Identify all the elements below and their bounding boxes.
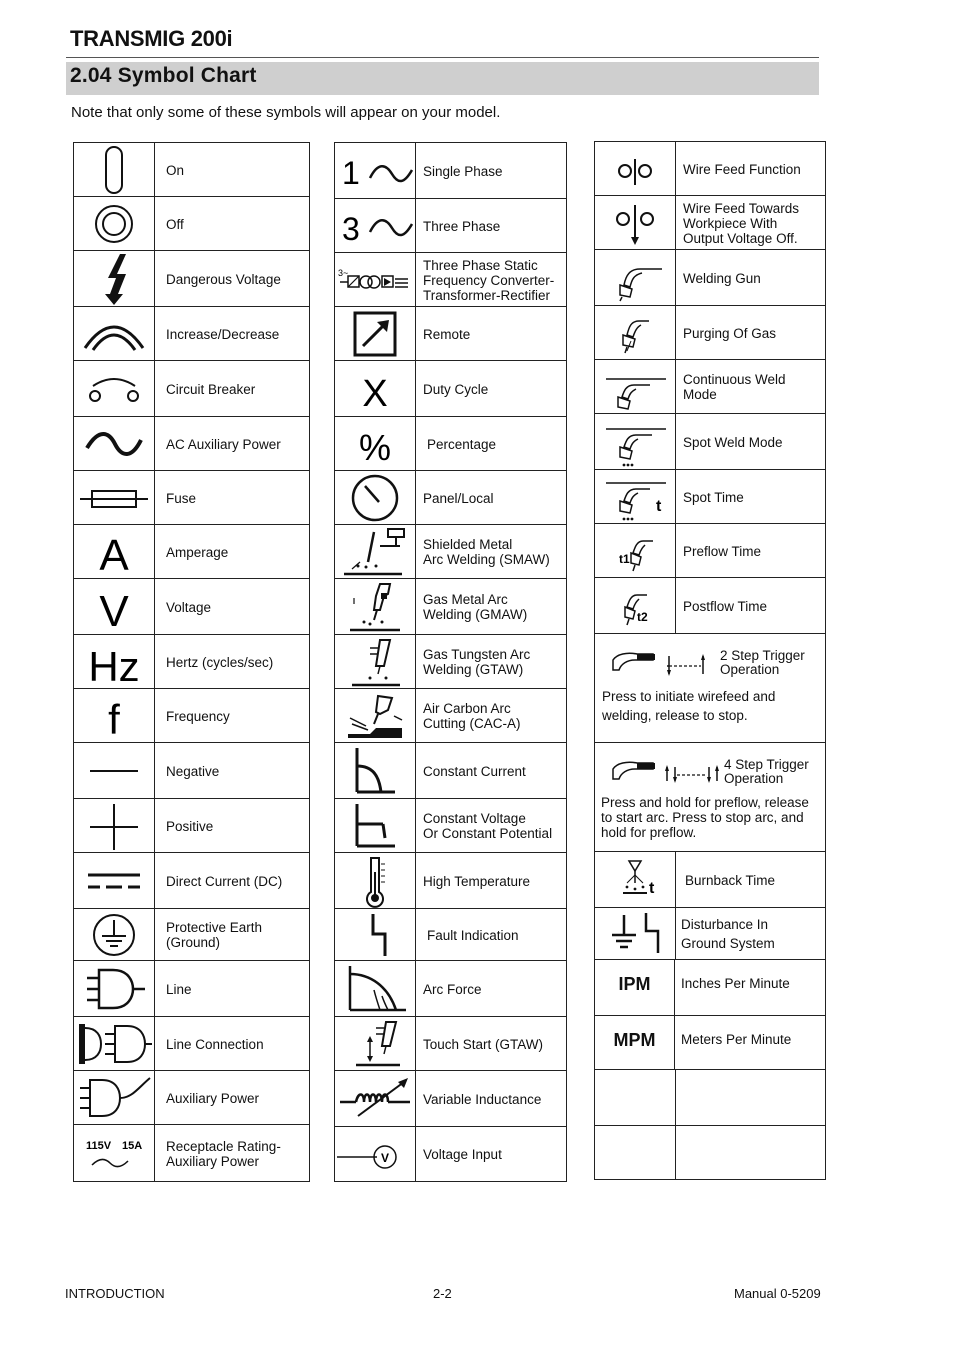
symbol-label: Remote [423,326,471,342]
symbol-row [74,960,309,1017]
symbol-label: Spot Time [683,489,744,505]
symbol-label: Duty Cycle [423,381,489,397]
fuse-icon [74,471,155,525]
symbol-label: Frequency [166,708,230,724]
single-phase-icon [335,143,416,199]
symbol-label: Variable Inductance [423,1091,542,1107]
svg-text:115V: 115V [86,1139,112,1152]
percentage-icon [335,417,416,471]
trigger-description: Press to initiate wirefeed and welding, release to stop. [602,689,776,723]
symbol-row [335,198,566,253]
receptacle-rating-icon [74,1125,155,1182]
symbol-label: Preflow Time [683,543,762,559]
symbol-row [74,634,309,689]
symbol-label: Fuse [166,490,197,506]
dangerous-voltage-icon [74,251,155,307]
fault-indication-icon [335,909,416,961]
svg-text:1: 1 [342,155,360,191]
disturbance-ground-icon [595,908,676,960]
symbol-label: Gas Metal Arc Welding (GMAW) [423,592,528,622]
symbol-label: AC Auxiliary Power [166,436,281,452]
symbol-label: Air Carbon Arc Cutting (CAC-A) [423,701,521,731]
symbol-label: Continuous Weld Mode [683,372,786,402]
brand-title: TRANSMIG 200i [70,26,233,51]
svg-text:3: 3 [342,211,360,247]
svg-text:%: % [358,427,392,468]
symbol-row [595,413,825,470]
negative-icon [74,743,155,799]
svg-text:Hz: Hz [88,643,140,688]
symbol-label: Hertz (cycles/sec) [166,654,274,670]
symbol-row [595,633,825,743]
symbol-label: Circuit Breaker [166,381,256,397]
symbol-label: Negative [166,763,220,779]
symbol-label: Line [166,981,192,997]
symbol-row [74,360,309,417]
off-icon [74,197,155,251]
symbol-label: Purging Of Gas [683,325,777,341]
empty-row [595,1069,825,1126]
spot-weld-icon [595,414,676,470]
symbol-label: Postflow Time [683,598,768,614]
symbol-label: Line Connection [166,1036,264,1052]
duty-cycle-icon [335,361,416,417]
empty-symbol-cell [595,1126,676,1180]
symbol-label: Inches Per Minute [681,976,790,991]
symbol-row [335,142,566,199]
voltage-icon [74,579,155,635]
gmaw-icon [335,579,416,635]
direct-current-icon [74,853,155,909]
purging-gas-icon [595,306,676,360]
symbol-row [335,798,566,853]
smaw-icon [335,525,416,579]
symbol-row [335,1016,566,1071]
svg-text:3~: 3~ [338,268,349,278]
symbol-label: Arc Force [423,981,482,997]
increase-decrease-icon [74,307,155,361]
symbol-row [74,742,309,799]
symbol-row [74,416,309,471]
three-phase-icon [335,199,416,253]
symbol-row [74,306,309,361]
symbol-row [335,1070,566,1127]
symbol-row [74,142,309,197]
svg-text:t: t [656,498,662,515]
symbol-label: Percentage [427,436,497,452]
symbol-label: Auxiliary Power [166,1090,260,1106]
symbol-row [595,907,825,960]
svg-text:15A: 15A [122,1139,143,1152]
symbol-row [74,1070,309,1125]
symbol-row [595,742,825,852]
symbol-row [335,852,566,909]
symbol-label: Dangerous Voltage [166,271,281,287]
symbol-label: Meters Per Minute [681,1032,792,1047]
hertz-icon [74,635,155,689]
continuous-weld-icon [595,360,676,414]
two-step-trigger-cell [595,634,825,743]
ac-auxiliary-power-icon [74,417,155,471]
symbol-label: Welding Gun [683,270,761,286]
symbol-row [335,1126,566,1182]
symbol-row [595,359,825,414]
symbol-label: Three Phase [423,218,501,234]
symbol-label: Burnback Time [685,872,776,888]
symbol-row [595,195,825,250]
symbol-label: Increase/Decrease [166,326,280,342]
svg-text:t1: t1 [619,552,630,566]
symbol-row [335,578,566,635]
symbol-row [74,196,309,251]
svg-text:A: A [99,531,129,578]
symbol-row [595,141,825,196]
svg-text:V: V [99,587,129,634]
touch-start-icon [335,1017,416,1071]
remote-icon [335,307,416,361]
symbol-label: Fault Indication [427,927,519,943]
symbol-row [595,523,825,578]
footer-section: INTRODUCTION [65,1286,165,1301]
symbol-row [335,306,566,361]
symbol-label: Three Phase Static Frequency Converter- Transformer-Rectifier [423,257,555,303]
arc-force-icon [335,961,416,1017]
mpm-icon: MPM [595,1016,675,1070]
symbol-label: Disturbance In Ground System [681,917,775,951]
symbol-label: Off [166,216,184,232]
symbol-row [595,249,825,306]
svg-text:f: f [108,696,120,742]
wire-feed-cold-icon [595,196,676,250]
brand-rule [66,57,819,58]
variable-inductance-icon [335,1071,416,1127]
symbol-label: Voltage [166,599,212,615]
intro-note: Note that only some of these symbols will appear on your model. [71,104,501,121]
symbol-label: High Temperature [423,873,531,889]
symbol-row [335,688,566,743]
empty-symbol-cell [595,1070,676,1126]
gtaw-icon [335,635,416,689]
symbol-column-1 [73,142,310,1182]
amperage-icon [74,525,155,579]
ipm-icon: IPM [595,960,675,1016]
symbol-label: Receptacle Rating- Auxiliary Power [166,1138,281,1169]
symbol-row [595,959,825,1016]
svg-text:V: V [380,1150,390,1165]
symbol-row [74,470,309,525]
symbol-row [335,960,566,1017]
protective-earth-icon [74,909,155,961]
constant-voltage-icon [335,799,416,853]
symbol-row [595,851,825,908]
symbol-label: Panel/Local [423,490,494,506]
section-heading [66,62,819,95]
line-connection-icon [74,1017,155,1071]
symbol-row [595,1015,825,1070]
frequency-icon [74,689,155,743]
symbol-row [335,360,566,417]
symbol-label: Gas Tungsten Arc Welding (GTAW) [423,647,531,677]
symbol-label: Amperage [166,544,229,560]
svg-text:t: t [649,880,655,897]
two-step-trigger-icon [605,646,715,678]
symbol-label: On [166,162,185,178]
svg-text:X: X [362,373,388,415]
symbol-label: Touch Start (GTAW) [423,1036,544,1052]
voltage-input-icon [335,1127,416,1182]
symbol-label: Wire Feed Function [683,161,801,177]
symbol-label: Wire Feed Towards Workpiece With Output Voltage Off. [683,200,800,246]
cac-a-icon [335,689,416,743]
symbol-label: Positive [166,818,214,834]
symbol-row [335,742,566,799]
symbol-label: Direct Current (DC) [166,873,283,889]
auxiliary-power-icon [74,1071,155,1125]
symbol-label: Shielded Metal Arc Welding (SMAW) [423,537,550,567]
empty-row [595,1125,825,1180]
symbol-label: Constant Current [423,763,526,779]
symbol-row [595,305,825,360]
symbol-row [74,250,309,307]
footer-manual-number: Manual 0-5209 [734,1286,821,1301]
symbol-column-2 [334,142,567,1182]
symbol-row [74,1124,309,1182]
thermometer-icon [335,853,416,909]
on-icon [74,143,155,197]
wire-feed-icon [595,142,676,196]
four-step-trigger-cell [595,743,825,852]
symbol-label: 4 Step Trigger Operation [724,757,809,786]
welding-gun-icon [595,250,676,306]
symbol-row [335,524,566,579]
symbol-column-3 [594,141,826,1180]
symbol-row [335,252,566,307]
footer-page-number: 2-2 [433,1286,452,1301]
symbol-row [74,852,309,909]
circuit-breaker-icon [74,361,155,417]
symbol-row [335,908,566,961]
symbol-label: Single Phase [423,163,503,179]
burnback-time-icon [595,852,676,908]
section-title: 2.04 Symbol Chart [70,64,257,87]
symbol-label: Spot Weld Mode [683,434,783,450]
symbol-label: Voltage Input [423,1147,502,1162]
symbol-row [74,688,309,743]
line-plug-icon [74,961,155,1017]
converter-icon [335,253,416,307]
symbol-row [74,908,309,961]
symbol-row [74,578,309,635]
svg-text:t2: t2 [637,610,648,624]
symbol-row [335,470,566,525]
panel-local-icon [335,471,416,525]
symbol-row [335,416,566,471]
four-step-trigger-icon [605,755,725,787]
symbol-row [74,524,309,579]
spot-time-icon [595,470,676,524]
symbol-row [74,798,309,853]
symbol-label: 2 Step Trigger Operation [720,648,805,677]
symbol-row [595,577,825,634]
symbol-row [335,634,566,689]
symbol-label: Constant Voltage Or Constant Potential [423,811,553,841]
symbol-label: Protective Earth (Ground) [166,920,263,950]
trigger-description: Press and hold for preflow, release to start arc. Press to stop arc, and hold for preflow. [601,795,809,840]
constant-current-icon [335,743,416,799]
symbol-row [595,469,825,524]
positive-icon [74,799,155,853]
postflow-time-icon [595,578,676,634]
symbol-row [74,1016,309,1071]
preflow-time-icon [595,524,676,578]
